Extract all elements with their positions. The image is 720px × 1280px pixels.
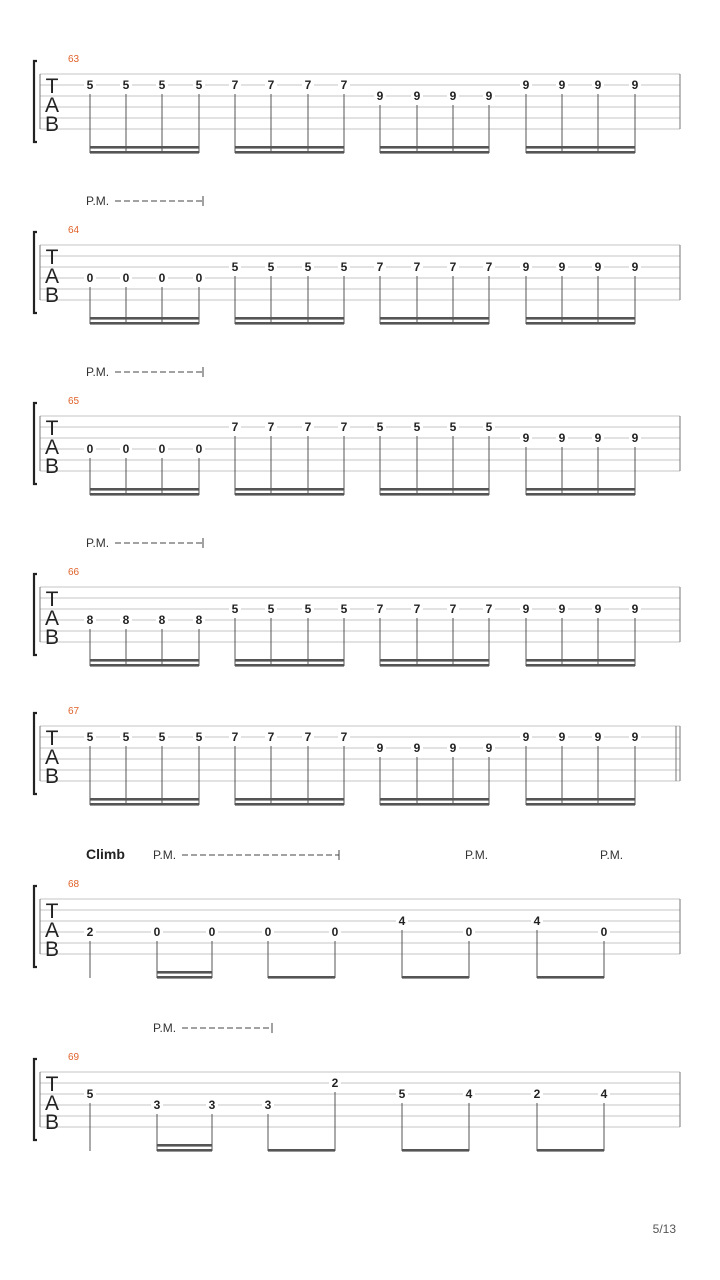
fret-number: 5 [86,1087,94,1101]
fret-number: 4 [398,914,406,928]
fret-number: 9 [631,730,639,744]
beam-secondary [380,659,489,662]
section-label: Climb [86,846,125,862]
fret-number: 0 [158,271,166,285]
fret-number: 5 [195,730,203,744]
fret-number: 0 [86,271,94,285]
beam [526,803,635,806]
beam-secondary [380,488,489,491]
tab-clef-letter: B [44,1111,60,1134]
tab-clef-letter: T [45,900,59,923]
tab-clef-letter: A [44,919,60,942]
fret-number: 3 [208,1098,216,1112]
beam-secondary [526,659,635,662]
fret-number: 7 [485,260,493,274]
fret-number: 9 [449,89,457,103]
beam-secondary [157,971,212,974]
palm-mute-label: P.M. [600,848,624,862]
fret-number: 0 [195,271,203,285]
fret-number: 5 [485,420,493,434]
fret-number: 9 [558,431,566,445]
fret-number: 0 [122,271,130,285]
fret-number: 7 [413,260,421,274]
tab-clef-letter: T [45,246,59,269]
beam-secondary [235,659,344,662]
fret-number: 5 [122,730,130,744]
palm-mute-label: P.M. [465,848,489,862]
beam [157,976,212,979]
beam-secondary [380,798,489,801]
fret-number: 9 [558,730,566,744]
fret-number: 7 [304,78,312,92]
beam-secondary [90,488,199,491]
beam [526,151,635,154]
beam [157,1149,212,1152]
tab-clef-letter: B [44,113,60,136]
beam-secondary [526,798,635,801]
fret-number: 9 [413,741,421,755]
beam [235,322,344,325]
fret-number: 2 [533,1087,541,1101]
fret-number: 5 [376,420,384,434]
fret-number: 9 [485,89,493,103]
fret-number: 0 [153,925,161,939]
fret-number: 9 [558,602,566,616]
measure-number: 65 [68,396,80,407]
tab-clef-letter: T [45,1073,59,1096]
beam [402,976,469,979]
fret-number: 0 [264,925,272,939]
fret-number: 5 [231,260,239,274]
measure-number: 68 [68,879,80,890]
fret-number: 9 [631,78,639,92]
fret-number: 8 [158,613,166,627]
beam [380,664,489,667]
fret-number: 7 [376,260,384,274]
fret-number: 7 [267,420,275,434]
fret-number: 4 [600,1087,608,1101]
fret-number: 5 [86,78,94,92]
fret-number: 5 [340,602,348,616]
fret-number: 7 [449,260,457,274]
tab-clef-letter: A [44,436,60,459]
beam [537,976,604,979]
system-bracket [34,886,37,967]
beam-secondary [526,488,635,491]
fret-number: 0 [331,925,339,939]
fret-number: 9 [413,89,421,103]
tab-clef-letter: A [44,265,60,288]
fret-number: 7 [304,420,312,434]
fret-number: 4 [465,1087,473,1101]
palm-mute-label: P.M. [153,1021,177,1035]
fret-number: 5 [304,602,312,616]
beam-secondary [235,146,344,149]
beam-secondary [157,1144,212,1147]
beam [402,1149,469,1152]
fret-number: 5 [267,602,275,616]
fret-number: 0 [158,442,166,456]
fret-number: 5 [398,1087,406,1101]
system-bracket [34,713,37,794]
fret-number: 9 [594,431,602,445]
fret-number: 7 [376,602,384,616]
beam [526,322,635,325]
fret-number: 2 [86,925,94,939]
fret-number: 4 [533,914,541,928]
measure-number: 63 [68,54,80,65]
fret-number: 9 [376,741,384,755]
beam-secondary [235,317,344,320]
tab-clef-letter: T [45,727,59,750]
beam [380,151,489,154]
fret-number: 0 [600,925,608,939]
beam [380,493,489,496]
fret-number: 5 [267,260,275,274]
fret-number: 9 [522,78,530,92]
tab-clef-letter: B [44,765,60,788]
beam [537,1149,604,1152]
measure-number: 69 [68,1052,80,1063]
fret-number: 5 [158,730,166,744]
palm-mute-label: P.M. [153,848,177,862]
fret-number: 5 [86,730,94,744]
beam-secondary [90,146,199,149]
fret-number: 0 [195,442,203,456]
palm-mute-label: P.M. [86,194,110,208]
fret-number: 9 [522,602,530,616]
beam [90,664,199,667]
system-bracket [34,574,37,655]
fret-number: 9 [485,741,493,755]
beam-secondary [526,146,635,149]
fret-number: 5 [231,602,239,616]
measure-number: 66 [68,567,80,578]
fret-number: 0 [208,925,216,939]
system-bracket [34,61,37,142]
fret-number: 9 [522,431,530,445]
fret-number: 9 [631,431,639,445]
fret-number: 9 [631,260,639,274]
fret-number: 9 [522,730,530,744]
fret-number: 7 [449,602,457,616]
fret-number: 9 [594,260,602,274]
beam [90,322,199,325]
fret-number: 5 [158,78,166,92]
fret-number: 7 [231,78,239,92]
beam-secondary [90,659,199,662]
tab-clef-letter: B [44,284,60,307]
fret-number: 0 [86,442,94,456]
fret-number: 5 [122,78,130,92]
beam [526,493,635,496]
palm-mute-label: P.M. [86,536,110,550]
fret-number: 9 [594,602,602,616]
fret-number: 9 [558,78,566,92]
fret-number: 8 [122,613,130,627]
beam [90,803,199,806]
fret-number: 8 [86,613,94,627]
fret-number: 5 [340,260,348,274]
measure-number: 67 [68,706,80,717]
fret-number: 7 [340,78,348,92]
beam [526,664,635,667]
fret-number: 7 [231,420,239,434]
system-bracket [34,232,37,313]
tab-clef-letter: T [45,417,59,440]
fret-number: 3 [153,1098,161,1112]
tab-clef-letter: T [45,75,59,98]
fret-number: 9 [631,602,639,616]
fret-number: 7 [304,730,312,744]
tab-clef-letter: A [44,1092,60,1115]
beam [268,976,335,979]
fret-number: 7 [231,730,239,744]
fret-number: 7 [340,420,348,434]
tab-clef-letter: B [44,938,60,961]
beam [268,1149,335,1152]
beam [235,803,344,806]
beam [235,151,344,154]
fret-number: 7 [267,730,275,744]
beam [380,803,489,806]
system-bracket [34,403,37,484]
fret-number: 9 [376,89,384,103]
fret-number: 3 [264,1098,272,1112]
beam-secondary [526,317,635,320]
tab-clef-letter: A [44,607,60,630]
beam-secondary [380,146,489,149]
fret-number: 5 [304,260,312,274]
tab-clef-letter: B [44,455,60,478]
fret-number: 7 [485,602,493,616]
system-bracket [34,1059,37,1140]
fret-number: 0 [465,925,473,939]
fret-number: 7 [340,730,348,744]
beam [90,493,199,496]
beam-secondary [90,798,199,801]
fret-number: 2 [331,1076,339,1090]
fret-number: 9 [594,730,602,744]
fret-number: 9 [449,741,457,755]
beam-secondary [235,798,344,801]
beam-secondary [235,488,344,491]
fret-number: 5 [449,420,457,434]
tab-clef-letter: T [45,588,59,611]
beam-secondary [90,317,199,320]
tab-clef-letter: A [44,94,60,117]
beam [380,322,489,325]
page-number: 5/13 [652,1222,676,1236]
palm-mute-label: P.M. [86,365,110,379]
fret-number: 9 [558,260,566,274]
beam-secondary [380,317,489,320]
fret-number: 8 [195,613,203,627]
fret-number: 7 [267,78,275,92]
fret-number: 0 [122,442,130,456]
fret-number: 7 [413,602,421,616]
fret-number: 9 [522,260,530,274]
measure-number: 64 [68,225,80,236]
fret-number: 9 [594,78,602,92]
beam [235,493,344,496]
fret-number: 5 [413,420,421,434]
beam [90,151,199,154]
beam [235,664,344,667]
fret-number: 5 [195,78,203,92]
tab-clef-letter: A [44,746,60,769]
tab-clef-letter: B [44,626,60,649]
